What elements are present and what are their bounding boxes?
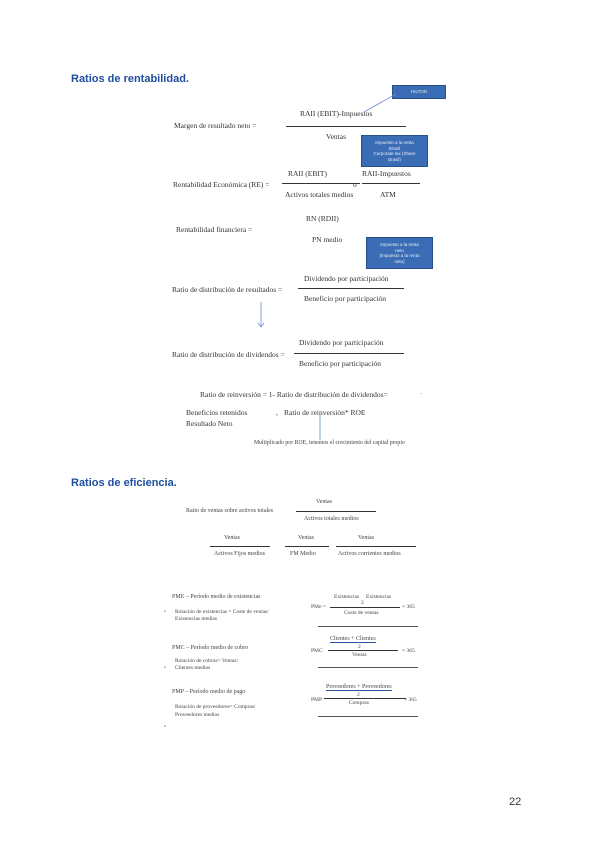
rf-den: PN medio <box>312 235 343 244</box>
pme-line <box>330 607 400 608</box>
pointer-line <box>314 414 326 442</box>
callout-impuesto-1-line: Corporate tax (Share <box>373 151 416 156</box>
pmc-den: Ventas <box>352 652 367 658</box>
tres-num-3: Ventas <box>358 535 374 541</box>
rotacion-line <box>296 511 376 512</box>
rf-num: RN (RDII) <box>306 214 339 223</box>
pmp-bullet: • <box>164 724 166 730</box>
pmc-line <box>328 650 398 651</box>
pmc-num: Clientes + Clientes <box>330 636 376 642</box>
heading-eficiencia: Ratios de eficiencia. <box>71 477 177 489</box>
rotacion-den: Activos totales medios <box>304 516 359 522</box>
tres-line-1 <box>210 546 270 547</box>
callout-impuesto-2 <box>366 237 433 269</box>
pmp-line <box>324 698 406 699</box>
pmp-mid: 2 <box>357 692 360 698</box>
rotacion-num: Ventas <box>316 499 332 505</box>
tres-line-2 <box>285 546 329 547</box>
distrib-dividendos-den: Beneficio por participación <box>299 359 382 368</box>
pmp-sub1: Rotación de proveedores= Compras/ <box>175 704 256 710</box>
re-num2: RAII-Impuestos <box>362 169 411 178</box>
callout-impuesto-2-line: (Impuesto a la renta <box>379 253 420 258</box>
pmc-sub1: Rotación de cobros= Ventas/ <box>175 658 239 664</box>
rf-label: Rentabilidad financiera = <box>176 225 253 234</box>
arrow-down-icon <box>256 302 266 330</box>
distrib-dividendos-line <box>294 353 404 354</box>
pme-under-line <box>318 626 418 627</box>
re-fraction-line-1 <box>282 183 360 184</box>
pmc-title: PMC – Período medio de cobro <box>172 645 249 651</box>
pmp-mult: × 365 <box>404 697 417 703</box>
margen-label: Margen de resultado neto = <box>174 121 257 130</box>
callout-impuesto-1-line: Brasil) <box>388 156 401 162</box>
heading-rentabilidad: Ratios de rentabilidad. <box>71 73 189 85</box>
tres-num-2: Ventas <box>298 535 314 541</box>
pmc-under-line <box>318 667 418 668</box>
pmp-under-line <box>318 716 418 717</box>
pme-f1: Existencias <box>334 594 360 600</box>
re-or: o <box>353 180 357 189</box>
pme-left: PMe = <box>311 604 326 610</box>
callout-impuesto-1-line: Brasil <box>388 145 401 151</box>
tres-den-3: Activos corrientes medios <box>338 551 401 557</box>
callout-impuesto-2-line: neto <box>395 247 404 253</box>
reinversion-text: Ratio de reinversión = 1- Ratio de distribución de dividendos= <box>200 390 388 399</box>
pme-mult: × 365 <box>402 604 415 610</box>
distrib-resultados-num: Dividendo por participación <box>304 274 389 283</box>
pmp-left: PMP <box>311 697 323 703</box>
pme-mid: 2 <box>361 600 364 606</box>
pme-bullet: • <box>164 609 166 615</box>
pmc-left: PMC <box>311 648 323 654</box>
callout-impuesto-1 <box>361 135 428 167</box>
tres-den-2: FM Medio <box>290 551 316 557</box>
re-num1: RAII (EBIT) <box>288 169 327 178</box>
tres-num-1: Ventas <box>224 535 240 541</box>
pmc-mult: × 365 <box>402 648 415 654</box>
distrib-dividendos-num: Dividendo por participación <box>299 338 384 347</box>
pmp-num: Proveedores + Proveedores <box>326 684 392 690</box>
distrib-resultados-den: Beneficio por participación <box>304 294 387 303</box>
pmc-mid: 2 <box>358 644 361 650</box>
reinversion-dot: · <box>420 389 423 398</box>
margen-num: RAII (EBIT)-Impuestos <box>300 109 373 118</box>
re-den2: ATM <box>380 190 396 199</box>
margen-den: Ventas <box>326 132 346 141</box>
comma: , <box>276 408 278 417</box>
distrib-dividendos-label: Ratio de distribución de dividendos = <box>172 350 285 359</box>
page-number: 22 <box>509 796 522 808</box>
pmc-bullet: • <box>164 665 166 671</box>
pmc-sub2: Clientes medios <box>175 665 211 671</box>
resultado-neto: Resultado Neto <box>186 419 233 428</box>
callout-hilton <box>392 85 446 99</box>
tres-den-1: Activos Fijos medios <box>214 551 266 557</box>
callout-impuesto-2-line: neto) <box>394 258 405 264</box>
re-den1: Activos totales medios <box>285 190 354 199</box>
multiplicado-text: Multiplicado por ROE, tenemos el crecimiento del capital propio <box>254 440 405 446</box>
rotacion-label: Ratio de ventas sobre activos totales <box>186 508 274 514</box>
beneficios-retenidos: Beneficios retenidos <box>186 408 248 417</box>
callout-hilton-text: HILTON <box>410 89 428 95</box>
pme-sub2: Existencias medias <box>175 616 218 622</box>
distrib-resultados-line <box>298 288 404 289</box>
callout-impuesto-2-line: Impuesto a la renta <box>380 242 419 247</box>
pmp-den: Compras <box>349 700 369 706</box>
tres-line-3 <box>336 546 416 547</box>
pme-sub1: Rotación de existencias = Coste de ventas/ <box>175 609 269 615</box>
pmp-title: PMP – Período medio de pago <box>172 689 246 695</box>
pmp-sub2: Proveedores medios <box>175 712 220 718</box>
callout-impuesto-1-line: Impuesto a la renta <box>375 140 414 145</box>
re-label: Rentabilidad Económica (RE) = <box>173 180 270 189</box>
margen-fraction-line <box>286 126 406 127</box>
pme-den: Coste de ventas <box>344 610 379 616</box>
pme-f2: Existencias <box>366 594 392 600</box>
re-fraction-line-2 <box>362 183 420 184</box>
distrib-resultados-label: Ratio de distribución de resultados = <box>172 285 283 294</box>
pme-title: PME – Período medio de existencias <box>172 594 261 600</box>
tasa-ratio: Ratio de reinversión* ROE <box>284 408 366 417</box>
